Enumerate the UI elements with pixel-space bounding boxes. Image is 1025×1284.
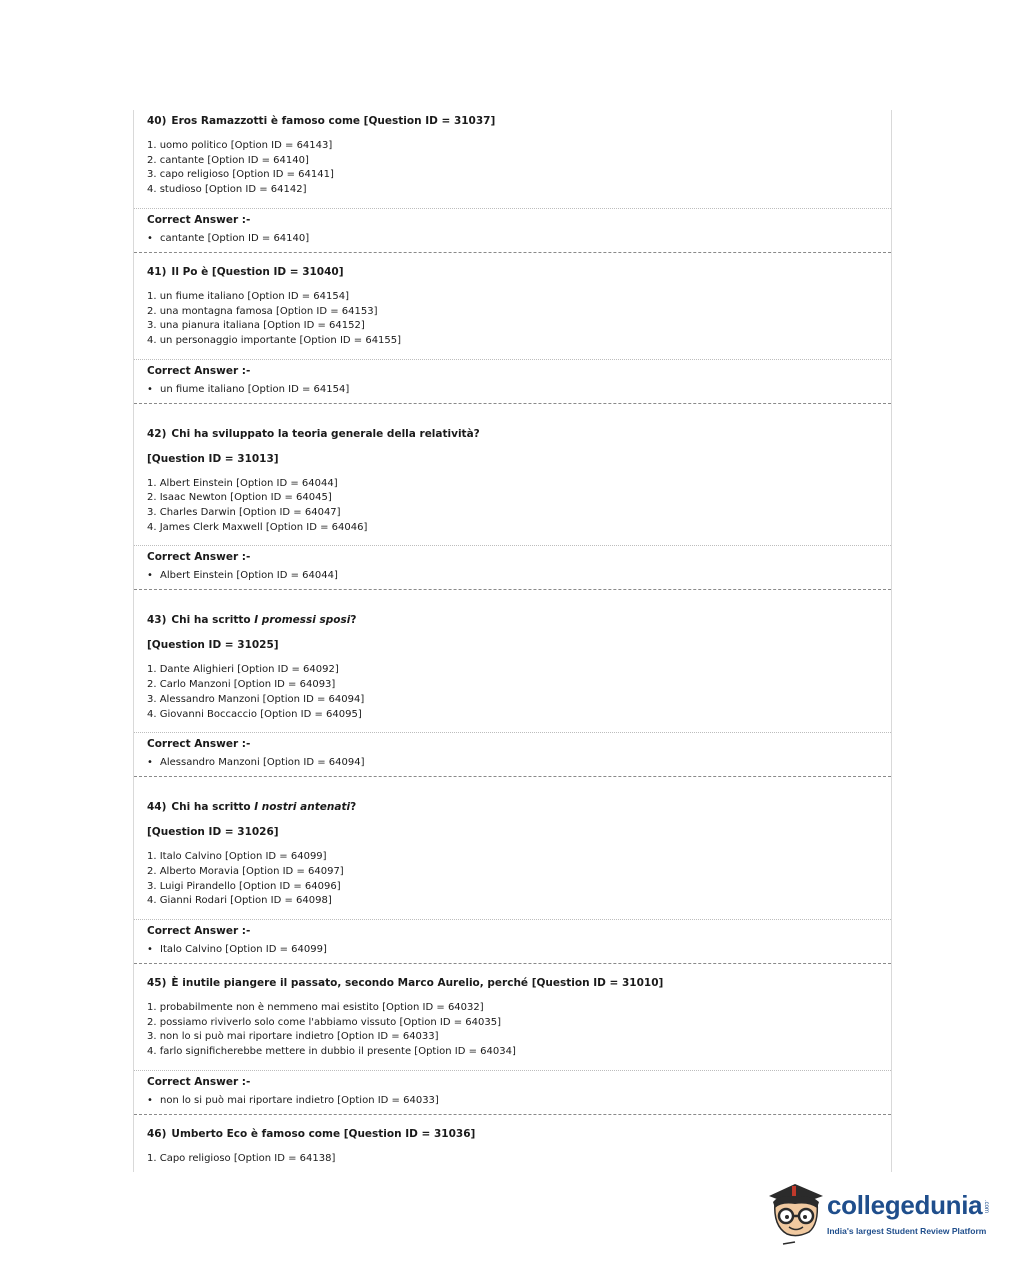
correct-answer-block (134, 920, 891, 956)
question-45 (134, 964, 891, 1060)
question-42 (134, 404, 891, 536)
option-item: 1. probabilmente non è nemmeno mai esistito [Option ID = 64032] (147, 1002, 484, 1014)
correct-answer-block (134, 733, 891, 769)
correct-answer-label: Correct Answer :- (147, 364, 251, 377)
question-41 (134, 253, 891, 349)
correct-answer-label: Correct Answer :- (147, 1075, 251, 1088)
bullet-icon: • (147, 757, 153, 769)
correct-answer-item: • Alessandro Manzoni [Option ID = 64094] (147, 757, 365, 769)
correct-answer-item: • Italo Calvino [Option ID = 64099] (147, 944, 327, 956)
question-46 (134, 1115, 891, 1167)
question-title: 44) Chi ha scritto I nostri antenati? (147, 801, 357, 814)
correct-answer-item: • Albert Einstein [Option ID = 64044] (147, 570, 338, 582)
option-item: 4. Giovanni Boccaccio [Option ID = 64095] (147, 708, 362, 720)
option-item: 4. Gianni Rodari [Option ID = 64098] (147, 895, 332, 907)
collegedunia-logo (765, 1180, 995, 1250)
option-item: 3. Charles Darwin [Option ID = 64047] (147, 507, 341, 519)
option-item: 2. cantante [Option ID = 64140] (147, 154, 309, 166)
logo-wordmark: collegedunia (827, 1190, 983, 1220)
bullet-icon: • (147, 570, 153, 582)
option-item: 2. una montagna famosa [Option ID = 64153] (147, 305, 378, 317)
option-item: 1. Albert Einstein [Option ID = 64044] (147, 477, 338, 489)
question-title: 40) Eros Ramazzotti è famoso come [Question ID = 31037] (147, 115, 496, 127)
option-item: 2. Isaac Newton [Option ID = 64045] (147, 492, 332, 504)
option-item: 4. studioso [Option ID = 64142] (147, 184, 307, 196)
correct-answer-block (134, 360, 891, 396)
question-title: 45) È inutile piangere il passato, secondo Marco Aurelio, perché [Question ID = 31010] (147, 977, 664, 990)
question-id: [Question ID = 31025] (147, 639, 279, 652)
correct-answer-block (134, 546, 891, 582)
correct-answer-block (134, 209, 891, 245)
option-list (147, 290, 878, 349)
question-title: 41) Il Po è [Question ID = 31040] (147, 265, 344, 278)
correct-answer-block (134, 1071, 891, 1107)
question-id: [Question ID = 31013] (147, 452, 279, 465)
bullet-icon: • (147, 944, 153, 956)
question-title: 43) Chi ha scritto I promessi sposi? (147, 614, 357, 627)
option-list (147, 663, 878, 722)
bullet-icon: • (147, 383, 153, 395)
option-item: 3. non lo si può mai riportare indietro [Option ID = 64033] (147, 1031, 439, 1043)
question-44 (134, 777, 891, 909)
logo-tagline: India's largest Student Review Platform (827, 1226, 987, 1236)
question-43 (134, 590, 891, 722)
option-item: 1. Capo religioso [Option ID = 64138] (147, 1152, 336, 1164)
option-item: 1. uomo politico [Option ID = 64143] (147, 140, 333, 151)
option-item: 3. Alessandro Manzoni [Option ID = 64094] (147, 693, 365, 705)
correct-answer-item: • cantante [Option ID = 64140] (147, 232, 310, 244)
option-item: 4. farlo significherebbe mettere in dubbio il presente [Option ID = 64034] (147, 1046, 516, 1058)
question-title: 46) Umberto Eco è famoso come [Question ID = 31036] (147, 1127, 476, 1140)
bullet-icon: • (147, 1094, 153, 1106)
option-list (147, 1152, 878, 1167)
logo-suffix: .com (983, 1200, 989, 1214)
option-item: 2. Alberto Moravia [Option ID = 64097] (147, 865, 344, 877)
option-item: 1. Dante Alighieri [Option ID = 64092] (147, 664, 339, 676)
correct-answer-item: • non lo si può mai riportare indietro [Option ID = 64033] (147, 1094, 439, 1106)
option-list (147, 850, 878, 909)
option-item: 4. un personaggio importante [Option ID = 64155] (147, 334, 402, 346)
option-item: 2. possiamo riviverlo solo come l'abbiamo vissuto [Option ID = 64035] (147, 1016, 502, 1028)
document-frame (133, 110, 892, 1172)
correct-answer-label: Correct Answer :- (147, 551, 251, 564)
correct-answer-label: Correct Answer :- (147, 213, 251, 226)
option-item: 1. Italo Calvino [Option ID = 64099] (147, 851, 327, 863)
option-item: 2. Carlo Manzoni [Option ID = 64093] (147, 679, 336, 691)
option-list (147, 1001, 878, 1060)
question-title: 42) Chi ha sviluppato la teoria generale della relatività? (147, 427, 480, 440)
question-40 (134, 110, 891, 198)
question-id: [Question ID = 31026] (147, 826, 279, 839)
option-list (147, 139, 878, 198)
option-list (147, 477, 878, 536)
option-item: 4. James Clerk Maxwell [Option ID = 64046] (147, 521, 368, 533)
correct-answer-label: Correct Answer :- (147, 738, 251, 751)
mascot-icon (765, 1180, 827, 1250)
option-item: 3. capo religioso [Option ID = 64141] (147, 169, 334, 181)
option-item: 3. una pianura italiana [Option ID = 64152] (147, 320, 365, 332)
option-item: 3. Luigi Pirandello [Option ID = 64096] (147, 880, 341, 892)
bullet-icon: • (147, 232, 153, 244)
correct-answer-label: Correct Answer :- (147, 925, 251, 938)
correct-answer-item: • un fiume italiano [Option ID = 64154] (147, 383, 350, 395)
option-item: 1. un fiume italiano [Option ID = 64154] (147, 290, 349, 302)
